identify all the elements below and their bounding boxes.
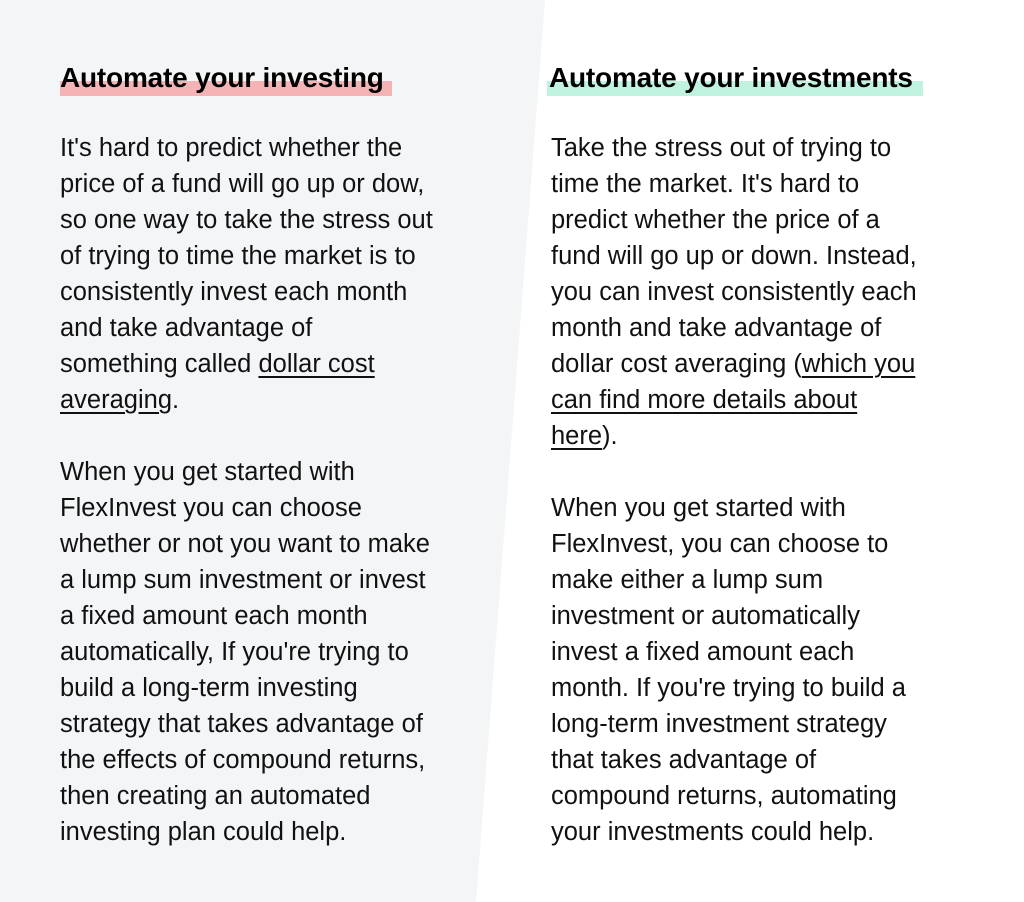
- more-details-link[interactable]: which you: [801, 350, 916, 378]
- text-line: that takes advantage of: [551, 746, 817, 774]
- left-heading: Automate your investing: [60, 60, 392, 96]
- text-line: investing plan could help.: [60, 818, 347, 846]
- text-punctuation: ).: [602, 422, 618, 450]
- text-line: whether or not you want to make: [60, 530, 430, 558]
- text-line: so one way to take the stress out: [60, 206, 433, 234]
- text-line: then creating an automated: [60, 782, 371, 810]
- text-line: long-term investment strategy: [551, 710, 887, 738]
- text-line: Take the stress out of trying to: [551, 134, 892, 162]
- right-paragraph-2: [551, 490, 991, 850]
- left-paragraph-2: [60, 454, 480, 850]
- more-details-link-here[interactable]: here: [551, 422, 603, 450]
- text-line: of trying to time the market is to: [60, 242, 416, 270]
- text-line: It's hard to predict whether the: [60, 134, 403, 162]
- text-punctuation: .: [172, 386, 180, 414]
- more-details-link-continued[interactable]: can find more details about: [551, 386, 858, 414]
- text-line: automatically, If you're trying to: [60, 638, 409, 666]
- right-column: [551, 60, 991, 850]
- text-line: a lump sum investment or invest: [60, 566, 426, 594]
- text-line: a fixed amount each month: [60, 602, 368, 630]
- text-line: compound returns, automating: [551, 782, 897, 810]
- text-line: month and take advantage of: [551, 314, 882, 342]
- dollar-cost-averaging-link-continued[interactable]: averaging: [60, 386, 172, 414]
- text-line: When you get started with: [551, 494, 846, 522]
- text-line: your investments could help.: [551, 818, 875, 846]
- text-line: fund will go up or down. Instead,: [551, 242, 917, 270]
- text-line: investment or automatically: [551, 602, 860, 630]
- text-line: predict whether the price of a: [551, 206, 880, 234]
- text-line: consistently invest each month: [60, 278, 408, 306]
- right-paragraph-1: [551, 130, 991, 454]
- text-line: invest a fixed amount each: [551, 638, 855, 666]
- dollar-cost-averaging-link[interactable]: dollar cost: [258, 350, 375, 378]
- text-line: build a long-term investing: [60, 674, 358, 702]
- left-column: [60, 60, 480, 850]
- text-line: time the market. It's hard to: [551, 170, 860, 198]
- text-line: strategy that takes advantage of: [60, 710, 423, 738]
- text-line: FlexInvest, you can choose to: [551, 530, 889, 558]
- text-line: month. If you're trying to build a: [551, 674, 906, 702]
- left-paragraph-1: [60, 130, 480, 418]
- text-line: make either a lump sum: [551, 566, 824, 594]
- text-line: you can invest consistently each: [551, 278, 917, 306]
- right-heading: Automate your investments: [547, 60, 923, 96]
- text-line: the effects of compound returns,: [60, 746, 426, 774]
- text-line: When you get started with: [60, 458, 355, 486]
- text-line: dollar cost averaging (: [551, 350, 802, 378]
- text-line: something called: [60, 350, 259, 378]
- text-line: FlexInvest you can choose: [60, 494, 362, 522]
- text-line: and take advantage of: [60, 314, 313, 342]
- text-line: price of a fund will go up or dow,: [60, 170, 425, 198]
